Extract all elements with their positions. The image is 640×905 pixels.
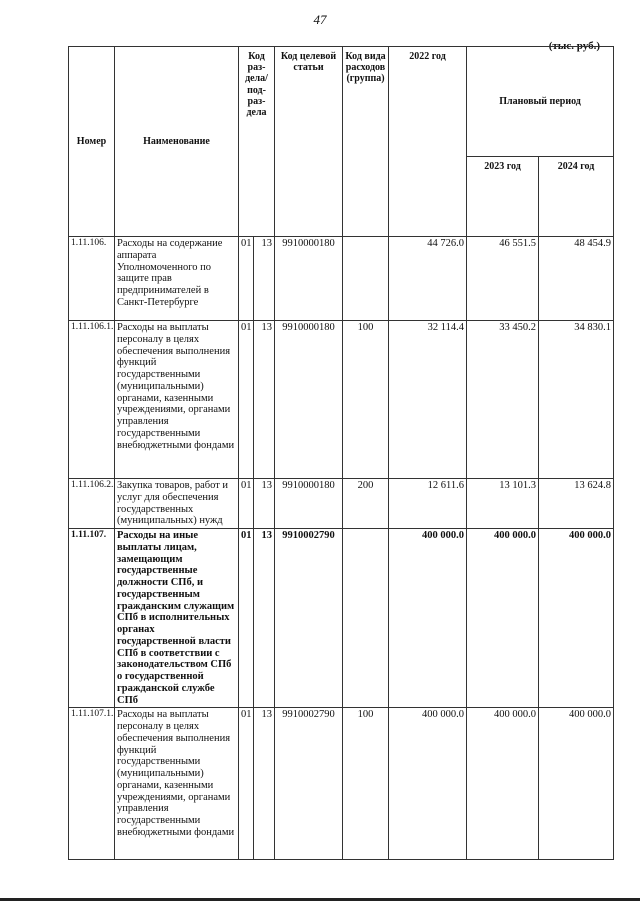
row-value-2023: 13 101.3 <box>467 479 539 529</box>
footer-rule <box>0 898 640 901</box>
row-value-2023: 46 551.5 <box>467 237 539 321</box>
row-expense-type: 200 <box>343 479 389 529</box>
budget-table <box>68 46 614 860</box>
row-value-2024: 13 624.8 <box>539 479 614 529</box>
row-number: 1.11.106.2. <box>69 479 115 529</box>
row-name: Расходы на содержание аппарата Уполномоченного по защите прав предпринимателей в Санкт-Петербурге <box>115 237 239 321</box>
row-value-2022: 400 000.0 <box>389 529 467 708</box>
row-value-2023: 400 000.0 <box>467 708 539 860</box>
row-subsection: 13 <box>254 321 275 479</box>
header-2024: 2024 год <box>539 157 614 237</box>
row-section: 01 <box>239 529 254 708</box>
row-value-2024: 34 830.1 <box>539 321 614 479</box>
header-2022: 2022 год <box>389 47 467 237</box>
row-number: 1.11.106. <box>69 237 115 321</box>
row-number: 1.11.106.1. <box>69 321 115 479</box>
row-section: 01 <box>239 479 254 529</box>
table-row <box>69 237 614 321</box>
row-name: Расходы на иные выплаты лицам, замещающим государственные должности СПб, и государственным гражданским служащим СПб в исполнительных органах государственной власти СПб в соответствии с законодательством СПб о государственной гражданской службе СПб <box>115 529 239 708</box>
header-name: Наименование <box>115 47 239 237</box>
row-section: 01 <box>239 321 254 479</box>
row-target: 9910000180 <box>275 479 343 529</box>
row-value-2024: 400 000.0 <box>539 708 614 860</box>
row-name: Расходы на выплаты персоналу в целях обеспечения выполнения функций государственными (муниципальными) органами, казенными учреждениями, органами управления государственными внебюджетными фондами <box>115 321 239 479</box>
table-row <box>69 479 614 529</box>
header-number: Номер <box>69 47 115 237</box>
row-value-2024: 48 454.9 <box>539 237 614 321</box>
header-target: Код целевой статьи <box>275 47 343 237</box>
row-value-2024: 400 000.0 <box>539 529 614 708</box>
row-number: 1.11.107.1. <box>69 708 115 860</box>
row-value-2022: 44 726.0 <box>389 237 467 321</box>
row-name: Закупка товаров, работ и услуг для обеспечения государственных (муниципальных) нужд <box>115 479 239 529</box>
header-expense-type: Код вида расходов (группа) <box>343 47 389 237</box>
row-subsection: 13 <box>254 529 275 708</box>
row-section: 01 <box>239 708 254 860</box>
page-number: 47 <box>313 12 327 27</box>
table-row <box>69 321 614 479</box>
row-target: 9910000180 <box>275 237 343 321</box>
row-target: 9910002790 <box>275 529 343 708</box>
row-subsection: 13 <box>254 479 275 529</box>
row-target: 9910002790 <box>275 708 343 860</box>
units-note: (тыс. руб.) <box>548 40 600 52</box>
row-value-2022: 32 114.4 <box>389 321 467 479</box>
row-value-2022: 400 000.0 <box>389 708 467 860</box>
row-expense-type: 100 <box>343 708 389 860</box>
header-section: Код раз-дела/ под-раз-дела <box>239 47 275 237</box>
row-number: 1.11.107. <box>69 529 115 708</box>
row-value-2023: 33 450.2 <box>467 321 539 479</box>
row-section: 01 <box>239 237 254 321</box>
table-row <box>69 529 614 708</box>
row-value-2022: 12 611.6 <box>389 479 467 529</box>
row-expense-type: 100 <box>343 321 389 479</box>
header-2023: 2023 год <box>467 157 539 237</box>
table-row <box>69 708 614 860</box>
row-subsection: 13 <box>254 237 275 321</box>
row-subsection: 13 <box>254 708 275 860</box>
header-planning-period: Плановый период <box>467 47 614 157</box>
row-expense-type <box>343 237 389 321</box>
row-name: Расходы на выплаты персоналу в целях обеспечения выполнения функций государственными (муниципальными) органами, казенными учреждениями, органами управления государственными внебюджетными фондами <box>115 708 239 860</box>
row-target: 9910000180 <box>275 321 343 479</box>
row-value-2023: 400 000.0 <box>467 529 539 708</box>
row-expense-type <box>343 529 389 708</box>
